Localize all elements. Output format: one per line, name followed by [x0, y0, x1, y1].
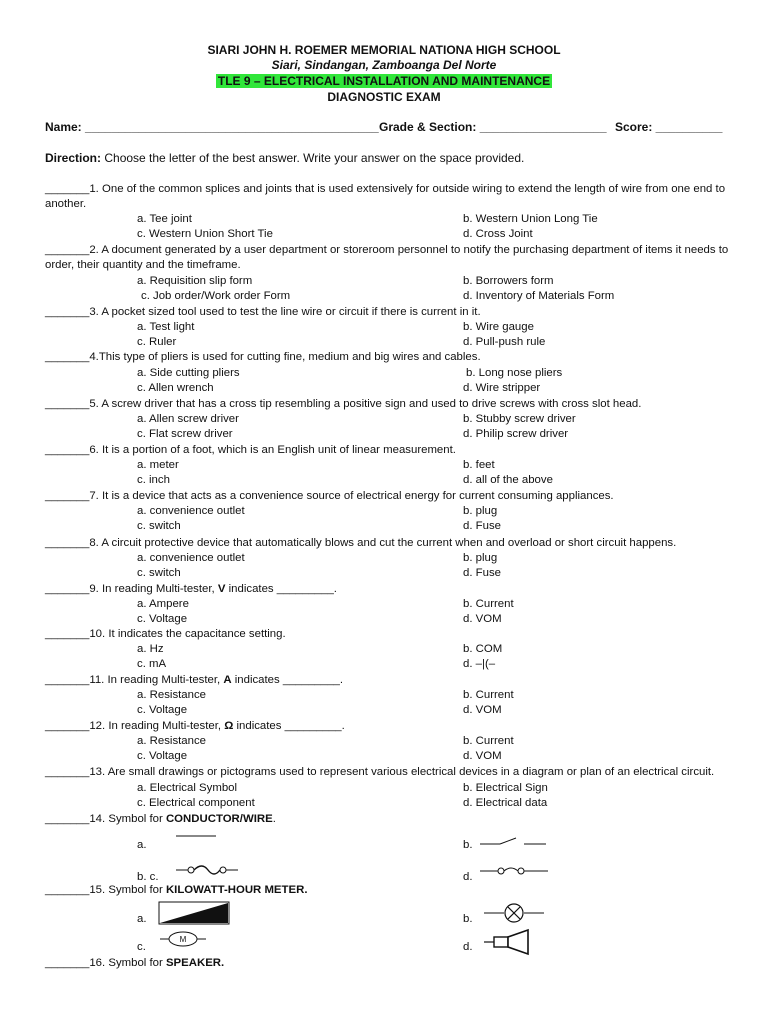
question-text-end: indicates _________. [225, 583, 337, 595]
question-15-option-a: a. [137, 913, 147, 925]
question-text-end: . [272, 813, 276, 825]
question-1-option-b: b. Western Union Long Tie [463, 213, 598, 225]
question-4-option-c: c. Allen wrench [137, 382, 214, 394]
question-14-option-d: d. [463, 871, 473, 883]
question-12-option-c: c. Voltage [137, 750, 188, 762]
question-4-option-a: a. Side cutting pliers [137, 367, 240, 379]
question-text: _______11. In reading Multi-tester, [45, 674, 224, 686]
question-5-text [45, 397, 735, 412]
question-12-option-d: d. VOM [463, 750, 502, 762]
question-11-option-b: b. Current [463, 689, 514, 701]
question-11-option-d: d. VOM [463, 704, 502, 716]
question-13-option-a: a. Electrical Symbol [137, 782, 238, 794]
question-13-text [45, 765, 735, 780]
direction [45, 151, 524, 165]
question-1-option-a: a. Tee joint [137, 213, 192, 225]
question-2-option-b: b. Borrowers form [463, 275, 554, 287]
question-8-option-c: c. switch [137, 567, 181, 579]
question-14-option-b: b. [463, 839, 473, 851]
question-6-text [45, 443, 735, 458]
question-14-option-c: b. c. [137, 871, 159, 883]
kilowatt-hour-meter-symbol [158, 901, 230, 925]
question-13-option-b: b. Electrical Sign [463, 782, 548, 794]
question-16-text [45, 956, 735, 971]
question-10-option-b: b. COM [463, 643, 503, 655]
question-text: _______7. It is a device that acts as a convenience source of electrical energy for current consuming appliances. [45, 490, 614, 502]
question-7-option-c: c. switch [137, 520, 181, 532]
question-9-option-d: d. VOM [463, 613, 502, 625]
question-8-option-d: d. Fuse [463, 567, 501, 579]
direction-label: Direction: [45, 151, 102, 165]
fuse-link-symbol [478, 863, 550, 877]
question-2-option-a: a. Requisition slip form [137, 275, 253, 287]
question-8-option-b: b. plug [463, 552, 498, 564]
question-4-option-d: d. Wire stripper [463, 382, 541, 394]
question-11-option-a: a. Resistance [137, 689, 207, 701]
grade-section-field: Grade & Section: ___________________ [379, 120, 607, 134]
question-15-text [45, 883, 735, 898]
direction-text: Choose the letter of the best answer. Write your answer on the space provided. [101, 151, 525, 165]
question-text: _______13. Are small drawings or pictograms used to represent various electrical devices in a diagram or plan of an electrical circuit. [45, 766, 715, 778]
question-text: _______12. In reading Multi-tester, [45, 720, 225, 732]
question-emphasis: KILOWATT-HOUR METER. [165, 884, 308, 896]
question-3-option-a: a. Test light [137, 321, 195, 333]
question-11-text [45, 673, 735, 688]
question-text: _______5. A screw driver that has a cross tip resembling a positive sign and used to drive screws with cross slot head. [45, 398, 642, 410]
speaker-symbol [482, 928, 538, 956]
question-6-option-c: c. inch [137, 474, 170, 486]
question-15-option-b: b. [463, 913, 473, 925]
question-6-option-b: b. feet [463, 459, 495, 471]
subject-title: TLE 9 – ELECTRICAL INSTALLATION AND MAINTENANCE [217, 74, 551, 88]
question-4-text [45, 350, 735, 365]
question-10-text [45, 627, 735, 642]
question-text: _______10. It indicates the capacitance setting. [45, 628, 286, 640]
question-9-option-b: b. Current [463, 598, 514, 610]
question-1-option-d: d. Cross Joint [463, 228, 533, 240]
fuse-symbol [174, 862, 240, 876]
question-1-option-c: c. Western Union Short Tie [137, 228, 273, 240]
question-text: _______6. It is a portion of a foot, which is an English unit of linear measurement. [45, 444, 456, 456]
question-9-option-a: a. Ampere [137, 598, 189, 610]
question-3-option-d: d. Pull-push rule [463, 336, 546, 348]
question-15-option-d: d. [463, 941, 473, 953]
question-12-option-a: a. Resistance [137, 735, 207, 747]
question-2-option-d: d. Inventory of Materials Form [463, 290, 615, 302]
question-10-option-c: c. mA [137, 658, 167, 670]
question-emphasis: A [223, 674, 232, 686]
question-8-text [45, 536, 735, 551]
question-13-option-c: c. Electrical component [137, 797, 255, 809]
question-emphasis: Ω [224, 720, 234, 732]
question-5-option-b: b. Stubby screw driver [463, 413, 576, 425]
question-9-text [45, 582, 735, 597]
question-text: _______15. Symbol for [45, 884, 166, 896]
question-emphasis: SPEAKER. [165, 957, 225, 969]
question-text: _______3. A pocket sized tool used to test the line wire or circuit if there is current in it. [45, 306, 481, 318]
question-15-option-c: c. [137, 941, 146, 953]
question-12-text [45, 719, 735, 734]
question-9-option-c: c. Voltage [137, 613, 188, 625]
question-6-option-d: d. all of the above [463, 474, 553, 486]
question-text: _______1. One of the common splices and joints that is used extensively for outside wiring to extend the length of wire from one end to another. [45, 183, 726, 211]
question-7-text [45, 489, 735, 504]
question-4-option-b: b. Long nose pliers [466, 367, 563, 379]
school-address: Siari, Sindangan, Zamboanga Del Norte [271, 58, 497, 72]
subject-line [0, 74, 768, 89]
question-3-option-b: b. Wire gauge [463, 321, 534, 333]
question-text: _______14. Symbol for [45, 813, 166, 825]
question-10-option-d: d. –|(– [463, 658, 496, 670]
question-14-text [45, 812, 735, 827]
conductor-wire-symbol [174, 828, 218, 840]
school-name: SIARI JOHN H. ROEMER MEMORIAL NATIONA HIGH SCHOOL [207, 43, 561, 57]
question-2-text [45, 243, 735, 274]
question-12-option-b: b. Current [463, 735, 514, 747]
question-2-option-c: c. Job order/Work order Form [141, 290, 291, 302]
question-text: _______2. A document generated by a user department or storeroom personnel to notify the purchasing department of items it needs to order, their quantity and the timeframe. [45, 244, 729, 272]
question-3-text [45, 305, 735, 320]
question-5-option-a: a. Allen screw driver [137, 413, 239, 425]
switch-symbol [478, 836, 548, 850]
question-text-end: indicates _________. [231, 674, 344, 686]
question-text: _______8. A circuit protective device that automatically blows and cut the current when and overload or short circuit happens. [45, 537, 677, 549]
exam-title: DIAGNOSTIC EXAM [327, 90, 441, 104]
question-text: _______9. In reading Multi-tester, [45, 583, 218, 595]
question-8-option-a: a. convenience outlet [137, 552, 245, 564]
question-11-option-c: c. Voltage [137, 704, 188, 716]
question-7-option-b: b. plug [463, 505, 498, 517]
question-3-option-c: c. Ruler [137, 336, 177, 348]
question-10-option-a: a. Hz [137, 643, 164, 655]
question-6-option-a: a. meter [137, 459, 179, 471]
question-text-end: indicates _________. [233, 720, 345, 732]
question-14-option-a: a. [137, 839, 147, 851]
lamp-symbol [482, 902, 546, 924]
question-13-option-d: d. Electrical data [463, 797, 548, 809]
score-field: Score: __________ [615, 120, 723, 134]
question-text: _______4.This type of pliers is used for cutting fine, medium and big wires and cables. [45, 351, 481, 363]
question-7-option-d: d. Fuse [463, 520, 501, 532]
motor-symbol [158, 930, 208, 948]
question-emphasis: CONDUCTOR/WIRE [165, 813, 273, 825]
name-field: Name: ____________________________________________ [45, 120, 379, 134]
question-7-option-a: a. convenience outlet [137, 505, 245, 517]
question-5-option-c: c. Flat screw driver [137, 428, 233, 440]
question-5-option-d: d. Philip screw driver [463, 428, 569, 440]
motor-label: M [179, 935, 187, 944]
question-text: _______16. Symbol for [45, 957, 166, 969]
question-emphasis: V [217, 583, 226, 595]
question-1-text [45, 182, 735, 213]
